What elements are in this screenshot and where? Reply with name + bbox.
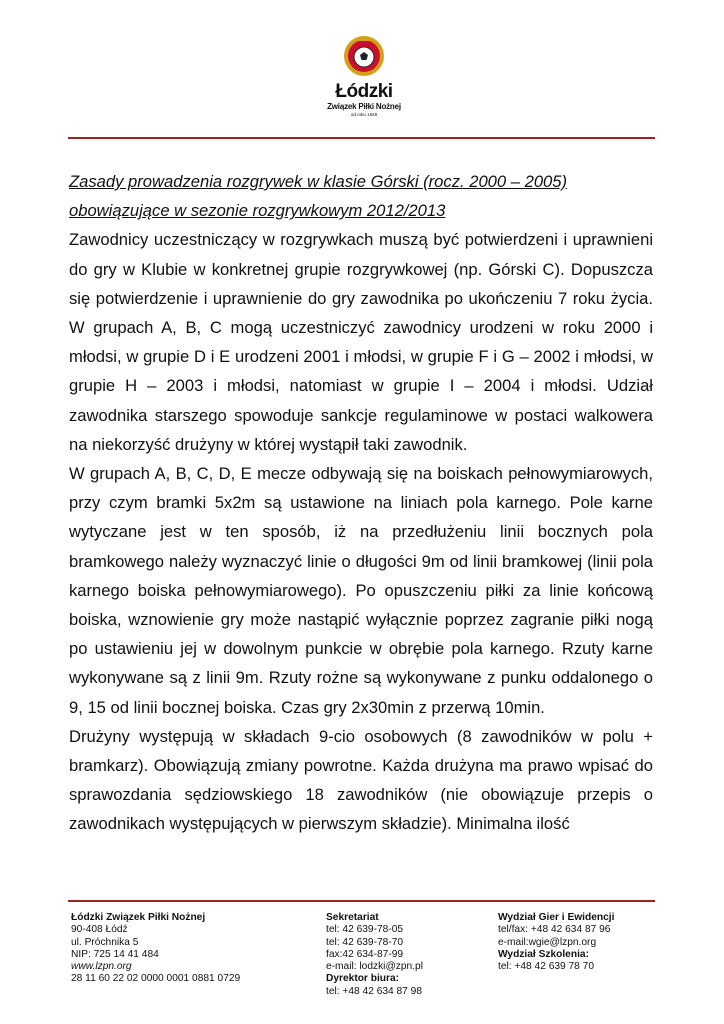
logo-small-text: od roku 1928 [350,112,378,117]
footer-org-column [71,912,240,986]
footer-training-dept-tel: tel: +48 42 639 78 70 [498,961,595,973]
footer-secretariat-column [326,912,423,998]
logo-name: Łódzki [335,81,393,102]
header-divider [68,137,655,139]
document-title-line1: Zasady prowadzenia rozgrywek w klasie Górski (rocz. 2000 – 2005) [69,172,568,191]
footer-secretariat-tel2: tel: 42 639-78-70 [326,936,404,948]
footer-director-tel: tel: +48 42 634 87 98 [326,985,423,997]
footer-departments-column [498,912,614,973]
footer-training-dept-heading: Wydział Szkolenia: [498,948,589,960]
document-title-line2: obowiązujące w sezonie rozgrywkowym 2012/2013 [69,201,446,221]
paragraph-field-rules: W grupach A, B, C, D, E mecze odbywają się na boiskach pełnowymiarowych, przy czym bramki 5x2m są ustawione na liniach pola karnego. Pole karne wytyczane jest w ten sposób, iż na przedłużeniu linii bocznych pola bramkowego należy wyznaczyć linie o długości 9m od linii bramkowej (linii pola karnego boiska pełnowymiarowego). Po opuszczeniu piłki za linie końcową boiska, wznowienie gry może nastąpić wyłącznie poprzez zagranie piłki nogą po ustawieniu jej w dowolnym punkcie w obrębie pola karnego. Rzuty karne wykonywane są z linii 9m. Rzuty rożne są wykonywane z punku oddalonego o 9, 15 od linii bocznej boiska. Czas gry 2x30min z przerwą 10min. [69,464,653,717]
footer-secretariat-tel1: tel: 42 639-78-05 [326,924,404,936]
footer-secretariat-email[interactable]: e-mail: lodzki@zpn.pl [326,961,423,973]
paragraph-eligibility: Zawodnicy uczestniczący w rozgrywkach muszą być potwierdzeni i uprawnieni do gry w Klubie w konkretnej grupie rozgrywkowej (np. Górski C). Dopuszcza się potwierdzenie i uprawnienie do gry zawodnika po ukończeniu 7 roku życia. W grupach A, B, C mogą uczestniczyć zawodnicy urodzeni w roku 2000 i młodsi, w grupie D i E urodzeni 2001 i młodsi, w grupie F i G – 2002 i młodsi, w grupie H – 2003 i młodsi, natomiast w grupie I – 2004 i młodsi. Udział zawodnika starszego spowoduje sankcje regulaminowe w postaci walkowera na niekorzyść drużyny w której wystąpił taki zawodnik. [69,230,653,454]
footer-postal-code: 90-408 Łódź [71,924,128,936]
footer-bank-account: 28 11 60 22 02 0000 0001 0881 0729 [71,973,241,985]
footer-street: ul. Próchnika 5 [71,936,139,948]
logo-subtitle: Związek Piłki Nożnej [327,102,401,111]
footer-games-dept-heading: Wydział Gier i Ewidencji [498,912,615,923]
footer-nip: NIP: 725 14 41 484 [71,948,159,960]
paragraph-squads: Drużyny występują w składach 9-cio osobowych (8 zawodników w polu + bramkarz). Obowiązują zmiany powrotne. Każda drużyna ma prawo wpisać do sprawozdania sędziowskiego 18 zawodników (nie obowiązuje przepis o zawodnikach występujących w pierwszym składzie). Minimalna ilość [69,726,653,834]
footer-director-heading: Dyrektor biura: [326,973,400,985]
logo-wordmark [326,82,402,119]
footer-divider [68,900,655,902]
footer-secretariat-heading: Sekretariat [326,912,379,923]
footer-org-name: Łódzki Związek Piłki Nożnej [71,912,206,923]
footer-website-link[interactable]: www.lzpn.org [71,961,132,973]
footer-games-dept-email[interactable]: e-mail:wgie@lzpn.org [498,936,597,948]
footer-secretariat-fax: fax:42 634-87-99 [326,948,404,960]
footer-games-dept-telfax: tel/fax: +48 42 634 87 96 [498,924,611,936]
document-body [69,167,653,839]
